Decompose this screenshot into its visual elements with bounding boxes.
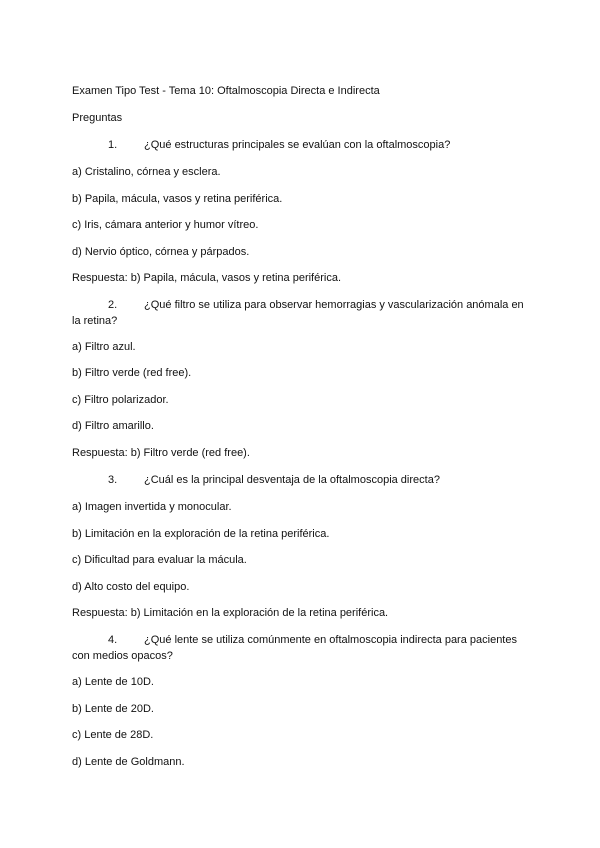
option-1b: b) Papila, mácula, vasos y retina periférica.: [72, 193, 283, 205]
option-2d: d) Filtro amarillo.: [72, 420, 154, 432]
option-3c: c) Dificultad para evaluar la mácula.: [72, 554, 247, 566]
question-2: [72, 297, 532, 329]
document-title: Examen Tipo Test - Tema 10: Oftalmoscopia Directa e Indirecta: [72, 85, 380, 97]
question-4: [72, 632, 532, 664]
section-label: Preguntas: [72, 112, 123, 124]
option-1a: a) Cristalino, córnea y esclera.: [72, 166, 221, 178]
answer-1: Respuesta: b) Papila, mácula, vasos y retina periférica.: [72, 272, 342, 284]
option-2c: c) Filtro polarizador.: [72, 394, 169, 406]
option-3b: b) Limitación en la exploración de la retina periférica.: [72, 528, 330, 540]
option-2a: a) Filtro azul.: [72, 341, 136, 353]
option-1d: d) Nervio óptico, córnea y párpados.: [72, 246, 250, 258]
option-4a: a) Lente de 10D.: [72, 676, 154, 688]
answer-2: Respuesta: b) Filtro verde (red free).: [72, 447, 250, 459]
question-text: ¿Qué lente se utiliza comúnmente en oftalmoscopia indirecta para pacientes con medios opacos?: [72, 634, 517, 662]
question-text: ¿Qué estructuras principales se evalúan con la oftalmoscopia?: [144, 139, 451, 151]
question-number: 1.: [108, 139, 118, 151]
question-number: 4.: [108, 634, 118, 646]
option-4c: c) Lente de 28D.: [72, 729, 154, 741]
answer-3: Respuesta: b) Limitación en la exploración de la retina periférica.: [72, 607, 389, 619]
question-text: ¿Qué filtro se utiliza para observar hemorragias y vascularización anómala en la retina?: [72, 299, 524, 327]
question-number: 3.: [108, 474, 118, 486]
option-3a: a) Imagen invertida y monocular.: [72, 501, 232, 513]
question-text: ¿Cuál es la principal desventaja de la oftalmoscopia directa?: [144, 474, 440, 486]
option-4d: d) Lente de Goldmann.: [72, 756, 185, 768]
option-1c: c) Iris, cámara anterior y humor vítreo.: [72, 219, 259, 231]
question-3: [72, 472, 532, 488]
option-4b: b) Lente de 20D.: [72, 703, 154, 715]
option-2b: b) Filtro verde (red free).: [72, 367, 192, 379]
question-1: [72, 137, 532, 153]
question-number: 2.: [108, 299, 118, 311]
option-3d: d) Alto costo del equipo.: [72, 581, 190, 593]
